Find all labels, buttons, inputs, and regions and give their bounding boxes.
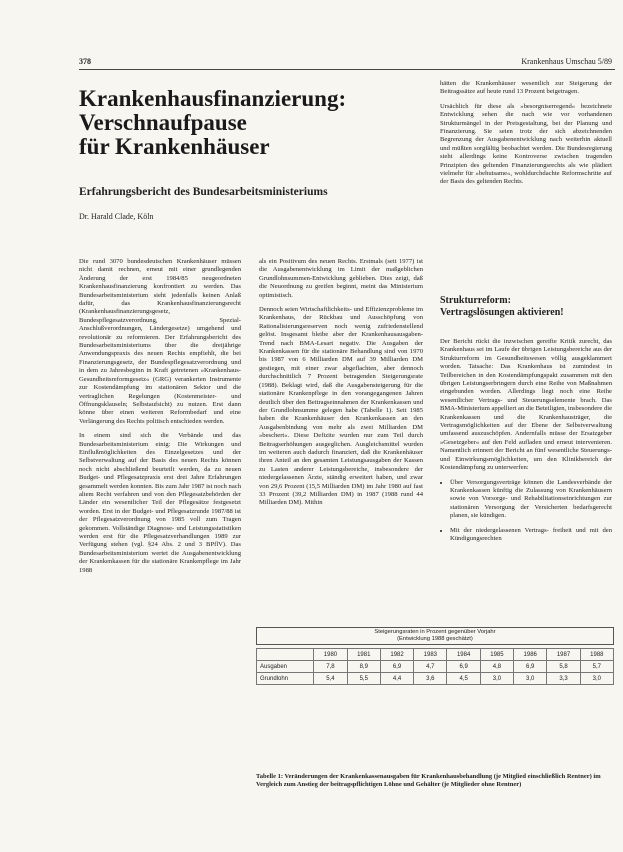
table-cell: 3,0 (480, 673, 513, 685)
section-heading-line: Vertragslösungen aktivieren! (440, 307, 564, 318)
table-header-row (257, 649, 614, 661)
running-head: Krankenhaus Umschau 5/89 (521, 57, 612, 66)
table-row-label: Grundlohn (257, 673, 314, 685)
table-caption-line: Steigerungsraten in Prozent gegenüber Vorjahr (374, 629, 496, 635)
table-cell: 3,3 (547, 673, 580, 685)
section-heading-line: Strukturreform: (440, 295, 511, 306)
table-cell: 4,8 (480, 661, 513, 673)
table-cell: 5,7 (580, 661, 613, 673)
paragraph: Ursächlich für diese als »besorgniserregend« bezeichnete Entwicklung sehen die nach wie vor vorhandenen Strukturmängel in der Preisgestaltung, bei der Planung und Finanzierung. Sie seien trotz der sich abzeichnenden Begrenzung der Ausgabenentwicklung nach weiterhin aktuell und müßten sorgfältig beobachtet werden. Die Bundesregierung sieht allerdings keine Kontroverse zwischen tragenden Prinzipien des geltenden Finanzierungsrechts als wie plädiert vielmehr für »behutsame«, wohldurchdachte Reformschritte auf der Basis des geltenden Rechts. (440, 102, 612, 186)
table-cell: 5,4 (314, 673, 347, 685)
text-column-3 (440, 80, 612, 193)
table-cell: 5,5 (347, 673, 380, 685)
growth-rates-table (256, 648, 614, 685)
data-table-block (256, 627, 614, 685)
title-line: für Krankenhäuser (79, 134, 270, 159)
table-cell: 3,0 (514, 673, 547, 685)
page-number: 378 (79, 57, 91, 66)
table-row (257, 661, 614, 673)
header-rule (79, 69, 615, 70)
text-column-2 (259, 258, 423, 514)
table-cell: 5,8 (547, 661, 580, 673)
table-header-cell: 1985 (480, 649, 513, 661)
table-header-cell: 1980 (314, 649, 347, 661)
table-footnote: Tabelle 1: Veränderungen der Krankenkassenausgaben für Krankenhausbehandlung (je Mitglied einschließlich Rentner) im Vergleich zum Anstieg der beitragspflichtigen Löhne und Gehälter (je Mitglieder ohne Rentner) (256, 773, 601, 788)
table-cell: 4,4 (380, 673, 413, 685)
title-line: Verschnaufpause (79, 110, 247, 135)
table-row-label: Ausgaben (257, 661, 314, 673)
table-cell: 6,9 (380, 661, 413, 673)
table-caption-line: (Entwicklung 1988 geschätzt) (397, 636, 473, 642)
paragraph: hätten die Krankenhäuser wesentlich zur Steigerung der Beitragssätze auf heute rund 13 Prozent beigetragen. (440, 80, 612, 96)
table-cell: 6,9 (514, 661, 547, 673)
bullet-list (440, 479, 612, 544)
table-caption (256, 627, 614, 645)
article-subtitle: Erfahrungsbericht des Bundesarbeitsministeriums (79, 186, 328, 198)
table-cell: 7,8 (314, 661, 347, 673)
paragraph: Dennoch seien Wirtschaftlichkeits- und Effizienzprobleme im Krankenhaus, der Rückbau und Ausschöpfung von Rationalisierungsreserven noch wenig zufriedenstellend gelöst. Insgesamt bleibe aber der Krankenhausausgaben-Trend nach BMA-Lesart negativ. Die Ausgaben der Krankenkassen für die stationäre Behandlung sind von 1970 bis 1987 von 6 Milliarden DM auf 39 Milliarden DM gestiegen, mit einer zwar abgeflachten, aber dennoch durchschnittlich 7 Prozent betragenden Steigerungsrate (1988). Beklagt wird, daß die Ausgabensteigerung für die stationäre Krankenpflege in den vorangegangenen Jahren deutlich über den Beitragseinnahmen der Krankenkassen und der Grundlohnsumme gelegen habe (Tabelle 1). Seit 1985 haben die Krankenhäuser den Krankenkassen an den Ausgabenbindung von mehr als zwei Milliarden DM »beschert«. Diese Defizite wurden nur zum Teil durch Beitragserhöhungen ausgeglichen. Ausgleichsmittel wurden im weiteren auch dadurch finanziert, daß die Krankenhäuser ihren Anteil an den gesamten Leistungsausgaben der Kassen zu Lasten anderer Leistungsbereiche, insbesondere der niedergelassenen Ärzte, ständig erweitert haben, und zwar von 29,6 Prozent (15,5 Milliarden DM) im Jahr 1980 auf fast 33 Prozent (39,2 Milliarden DM) in 1987 (1988 rund 44 Milliarden DM). Mithin (259, 306, 423, 507)
section-heading (440, 295, 564, 319)
table-row (257, 673, 614, 685)
table-cell: 3,0 (580, 673, 613, 685)
list-item: • Mit der niedergelassenen Vertrags- freiheit und mit den Kündigungsrechten (450, 527, 612, 544)
author-byline: Dr. Harald Clade, Köln (79, 212, 154, 221)
table-cell: 3,6 (414, 673, 447, 685)
table-header-cell: 1983 (414, 649, 447, 661)
table-header-cell: 1984 (447, 649, 480, 661)
table-header-cell: 1982 (380, 649, 413, 661)
table-header-cell: 1987 (547, 649, 580, 661)
title-line: Krankenhausfinanzierung: (79, 86, 347, 111)
paragraph: als ein Positivum des neuen Rechts. Erstmals (seit 1977) ist die Ausgabenentwicklung im Limit der maßgeblichen Grundlohnsummen-Entwicklung geblieben. Dies zeigt, daß die Neuordnung zu greifen beginnt, meint das Ministerium optimistisch. (259, 258, 423, 299)
paragraph: Die rund 3070 bundesdeutschen Krankenhäuser müssen nicht damit rechnen, erneut mit einer grundlegenden Änderung der erst 1984/85 neugeordneten Krankenhausfinanzierung konfrontiert zu werden. Das Bundesarbeitsministerium sieht jedenfalls keinen Anlaß dafür, das Krankenhausfinanzierungsrecht (Krankenhausfinanzierungsgesetz, Bundespflegesatzverordnung, Spezial-Anschlußverordnungen, Ländergesetze) umgehend und revolutionär zu reformieren. Der Erfahrungsbericht des Bundesarbeitsministeriums über die dreijährige Anwendungspraxis des neuen Rechts empfiehlt, die bei Finanzierungsgesetz, der Bundespflegesatzverordnung und in dem zu Jahresbeginn in Kraft getretenen »Krankenhaus-Gesundheitsreformgesetz« (GRG) verankerten Instrumente zur Kostendämpfung im stationären Sektor und die vertraglichen Regelungen (Kostenmeister- und Öffnungsklauseln; Selbstaufsicht) zu nutzen. Erst dann könne über einen weiteren Reformbedarf und eine Verlängerung des Rechts politisch entschieden werden. (79, 258, 241, 425)
table-cell: 8,9 (347, 661, 380, 673)
table-cell: 6,9 (447, 661, 480, 673)
list-item: • Über Versorgungsverträge können die Landesverbände der Krankenkassen künftig die Zulassung von Krankenhäusern sowie von Vorsorge- und Rehabilitationseinrichtungen zur stationären Versorgung der Versicherten bedarfsgerecht planen, sie kündigen. (450, 479, 612, 521)
text-column-1 (79, 258, 241, 581)
table-header-cell: 1986 (514, 649, 547, 661)
paragraph: In einem sind sich die Verbände und das Bundesarbeitsministerium einig: Die Wirkungen und Einflußmöglichkeiten des Einzelgesetzes und der Selbstverwaltung auf der Basis des neuen Rechts können noch nicht abschließend beurteilt werden, da zu neuen Budget- und Pflegesatzpraxis erst drei Jahre Erfahrungen gesammelt werden konnten. Bis zum Jahr 1987 ist noch nach altem Recht verfahren und von den Pflegesatzbehörden der Länder ein wesentlicher Teil der Pflegesätze festgesetzt worden. Erst in der Budget- und Pflegesatzrunde 1987/88 ist der Pflegesatzverordnung von 1985 voll zum Tragen gekommen. Vollständige Diagnose- und Leistungsstatistiken werden erst für die Pflegesatzverhandlungen 1989 zur Verfügung stehen (vgl. §24 Abs. 2 und 3 BPflV). Das Bundesarbeitsministerium wertet die Ausgabenentwicklung der Krankenkassen für die stationäre Krankenpflege im Jahr 1988 (79, 432, 241, 574)
table-cell: 4,5 (447, 673, 480, 685)
paragraph: Der Bericht rückt die inzwischen gereifte Kritik zurecht, das Krankenhaus sei im Laufe der übrigen Leistungsbereiche aus der Strukturreform im Gesundheitswesen völlig ausgeklammert worden. Tatsache: Das Krankenhaus ist zumindest in Teilbereichen in den Kostendämpfungspakt zusammen mit den übrigen Leistungserbringern durch eine Reihe von Maßnahmen eingebunden worden. Allerdings liegt noch eine Reihe wesentlicher Vertrags- und Steuerungselemente brach. Das BMA-Ministerium appelliert an die Beteiligten, insbesondere die Krankenkassen und die Krankenhausträger, die Vertragsmöglichkeiten auf der Ebene der Selbstverwaltung umfassend auszuschöpfen. Andernfalls müsse der Ersatzgeber »Gesetzgeber« auf den Feld aufladen und erneut intervenieren. Namentlich erinnert der Bericht an fünf wesentliche Steuerungs- und Einwirkungsmöglichkeiten, um den Klinikbereich der Kostendämpfung zu unterwerfen: (440, 338, 612, 472)
article-title (79, 87, 379, 159)
table-header-cell (257, 649, 314, 661)
text-column-3-continued (440, 338, 612, 549)
table-cell: 4,7 (414, 661, 447, 673)
table-header-cell: 1988 (580, 649, 613, 661)
table-header-cell: 1981 (347, 649, 380, 661)
